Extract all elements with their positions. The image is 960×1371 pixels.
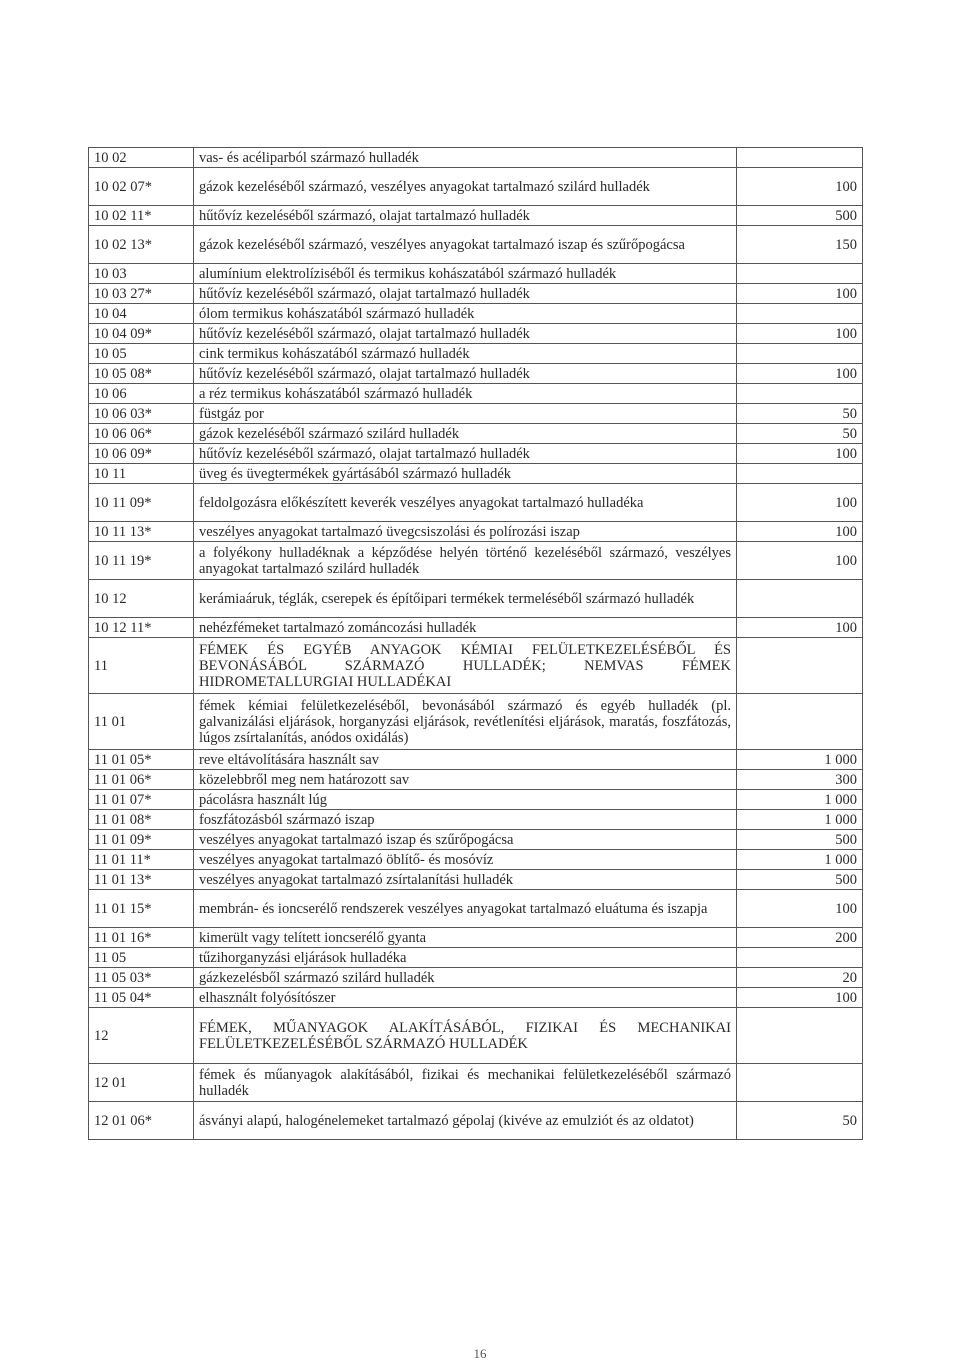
waste-code-cell: 11 01 09*: [89, 830, 194, 850]
waste-description-cell: hűtővíz kezeléséből származó, olajat tartalmazó hulladék: [194, 206, 737, 226]
waste-code-cell: 10 06 06*: [89, 424, 194, 444]
quantity-cell: 100: [737, 284, 863, 304]
table-row: [89, 988, 863, 1008]
table-row: [89, 444, 863, 464]
table-row: [89, 638, 863, 694]
table-row: [89, 770, 863, 790]
quantity-cell: 100: [737, 618, 863, 638]
table-row: [89, 870, 863, 890]
table-row: [89, 890, 863, 928]
waste-code-cell: 10 06 09*: [89, 444, 194, 464]
quantity-cell: 500: [737, 206, 863, 226]
waste-code-cell: 11 01 16*: [89, 928, 194, 948]
quantity-cell: [737, 694, 863, 750]
waste-code-cell: 10 02 11*: [89, 206, 194, 226]
waste-description-cell: gázok kezeléséből származó, veszélyes anyagokat tartalmazó iszap és szűrőpogácsa: [194, 226, 737, 264]
waste-code-cell: 10 02 07*: [89, 168, 194, 206]
waste-code-cell: 10 11 19*: [89, 542, 194, 580]
waste-description-cell: FÉMEK, MŰANYAGOK ALAKÍTÁSÁBÓL, FIZIKAI ÉS MECHANIKAI FELÜLETKEZELÉSÉBŐL SZÁRMAZÓ HULLADÉK: [194, 1008, 737, 1064]
waste-code-cell: 10 02: [89, 148, 194, 168]
waste-description-cell: gázok kezeléséből származó, veszélyes anyagokat tartalmazó szilárd hulladék: [194, 168, 737, 206]
quantity-cell: 100: [737, 168, 863, 206]
quantity-cell: 100: [737, 324, 863, 344]
waste-description-cell: kerámiaáruk, téglák, cserepek és építőipari termékek termeléséből származó hulladék: [194, 580, 737, 618]
waste-code-cell: 11 01 05*: [89, 750, 194, 770]
waste-description-cell: közelebbről meg nem határozott sav: [194, 770, 737, 790]
waste-description-cell: pácolásra használt lúg: [194, 790, 737, 810]
waste-code-cell: 10 02 13*: [89, 226, 194, 264]
table-row: [89, 464, 863, 484]
quantity-cell: 100: [737, 484, 863, 522]
waste-code-cell: 10 11 09*: [89, 484, 194, 522]
waste-code-cell: 11 05: [89, 948, 194, 968]
quantity-cell: 100: [737, 890, 863, 928]
waste-description-cell: veszélyes anyagokat tartalmazó üvegcsiszolási és polírozási iszap: [194, 522, 737, 542]
quantity-cell: 1 000: [737, 850, 863, 870]
waste-code-cell: 12 01 06*: [89, 1102, 194, 1140]
table-row: [89, 580, 863, 618]
table-row: [89, 1008, 863, 1064]
waste-description-cell: üveg és üvegtermékek gyártásából származó hulladék: [194, 464, 737, 484]
waste-description-cell: veszélyes anyagokat tartalmazó iszap és szűrőpogácsa: [194, 830, 737, 850]
quantity-cell: 50: [737, 1102, 863, 1140]
quantity-cell: 50: [737, 424, 863, 444]
waste-code-cell: 10 04 09*: [89, 324, 194, 344]
waste-description-cell: hűtővíz kezeléséből származó, olajat tartalmazó hulladék: [194, 444, 737, 464]
quantity-cell: 20: [737, 968, 863, 988]
table-row: [89, 424, 863, 444]
table-row: [89, 810, 863, 830]
waste-description-cell: veszélyes anyagokat tartalmazó zsírtalanítási hulladék: [194, 870, 737, 890]
waste-description-cell: FÉMEK ÉS EGYÉB ANYAGOK KÉMIAI FELÜLETKEZELÉSÉBŐL ÉS BEVONÁSÁBÓL SZÁRMAZÓ HULLADÉK; NEMVAS FÉMEK HIDROMETALLURGIAI HULLADÉKAI: [194, 638, 737, 694]
waste-description-cell: membrán- és ioncserélő rendszerek veszélyes anyagokat tartalmazó eluátuma és iszapja: [194, 890, 737, 928]
table-row: [89, 484, 863, 522]
table-row: [89, 1064, 863, 1102]
waste-description-cell: foszfátozásból származó iszap: [194, 810, 737, 830]
table-row: [89, 542, 863, 580]
waste-code-cell: 11 01 07*: [89, 790, 194, 810]
table-row: [89, 304, 863, 324]
quantity-cell: 150: [737, 226, 863, 264]
quantity-cell: 500: [737, 870, 863, 890]
quantity-cell: 50: [737, 404, 863, 424]
waste-code-cell: 10 03 27*: [89, 284, 194, 304]
waste-description-cell: fémek kémiai felületkezeléséből, bevonásából származó és egyéb hulladék (pl. galvanizálási eljárások, horganyzási eljárások, revétlenítési eljárások, maratás, foszfátozás, lúgos zsírtalanítás, anódos oxidálás): [194, 694, 737, 750]
table-row: [89, 850, 863, 870]
quantity-cell: 1 000: [737, 810, 863, 830]
quantity-cell: [737, 148, 863, 168]
waste-code-cell: 10 11 13*: [89, 522, 194, 542]
waste-code-cell: 11 05 03*: [89, 968, 194, 988]
table-row: [89, 384, 863, 404]
table-row: [89, 948, 863, 968]
waste-code-cell: 11 01 06*: [89, 770, 194, 790]
quantity-cell: 100: [737, 542, 863, 580]
waste-code-cell: 11 01 15*: [89, 890, 194, 928]
waste-code-table: [88, 147, 863, 1140]
waste-description-cell: elhasznált folyósítószer: [194, 988, 737, 1008]
table-row: [89, 694, 863, 750]
waste-description-cell: tűzihorganyzási eljárások hulladéka: [194, 948, 737, 968]
table-row: [89, 364, 863, 384]
table-row: [89, 790, 863, 810]
table-row: [89, 1102, 863, 1140]
quantity-cell: [737, 1064, 863, 1102]
table-row: [89, 750, 863, 770]
waste-code-cell: 11 01 11*: [89, 850, 194, 870]
page-number: 16: [473, 1346, 487, 1361]
quantity-cell: 200: [737, 928, 863, 948]
quantity-cell: 500: [737, 830, 863, 850]
waste-code-cell: 11 01: [89, 694, 194, 750]
waste-description-cell: gázok kezeléséből származó szilárd hulladék: [194, 424, 737, 444]
waste-description-cell: nehézfémeket tartalmazó zománcozási hulladék: [194, 618, 737, 638]
quantity-cell: 1 000: [737, 750, 863, 770]
waste-description-cell: fémek és műanyagok alakításából, fizikai és mechanikai felületkezeléséből származó hulladék: [194, 1064, 737, 1102]
quantity-cell: [737, 580, 863, 618]
waste-code-cell: 10 03: [89, 264, 194, 284]
waste-code-cell: 11 01 13*: [89, 870, 194, 890]
waste-table-body: [89, 148, 863, 1140]
quantity-cell: 100: [737, 364, 863, 384]
waste-code-cell: 11 05 04*: [89, 988, 194, 1008]
waste-code-cell: 11 01 08*: [89, 810, 194, 830]
table-row: [89, 168, 863, 206]
waste-description-cell: hűtővíz kezeléséből származó, olajat tartalmazó hulladék: [194, 284, 737, 304]
quantity-cell: [737, 264, 863, 284]
waste-code-cell: 10 12: [89, 580, 194, 618]
table-row: [89, 522, 863, 542]
waste-description-cell: reve eltávolítására használt sav: [194, 750, 737, 770]
quantity-cell: 100: [737, 522, 863, 542]
quantity-cell: 100: [737, 988, 863, 1008]
waste-description-cell: kimerült vagy telített ioncserélő gyanta: [194, 928, 737, 948]
waste-description-cell: gázkezelésből származó szilárd hulladék: [194, 968, 737, 988]
table-row: [89, 148, 863, 168]
table-row: [89, 324, 863, 344]
waste-description-cell: feldolgozásra előkészített keverék veszélyes anyagokat tartalmazó hulladéka: [194, 484, 737, 522]
waste-code-cell: 12 01: [89, 1064, 194, 1102]
table-row: [89, 344, 863, 364]
waste-description-cell: füstgáz por: [194, 404, 737, 424]
waste-code-cell: 11: [89, 638, 194, 694]
waste-code-cell: 10 12 11*: [89, 618, 194, 638]
table-row: [89, 226, 863, 264]
table-row: [89, 618, 863, 638]
waste-description-cell: a folyékony hulladéknak a képződése helyén történő kezeléséből származó, veszélyes anyagokat tartalmazó szilárd hulladék: [194, 542, 737, 580]
waste-code-cell: 10 11: [89, 464, 194, 484]
waste-code-cell: 10 05: [89, 344, 194, 364]
table-row: [89, 206, 863, 226]
waste-description-cell: vas- és acéliparból származó hulladék: [194, 148, 737, 168]
table-row: [89, 404, 863, 424]
waste-code-cell: 12: [89, 1008, 194, 1064]
waste-code-cell: 10 04: [89, 304, 194, 324]
quantity-cell: [737, 464, 863, 484]
waste-code-cell: 10 06: [89, 384, 194, 404]
waste-description-cell: alumínium elektrolíziséből és termikus kohászatából származó hulladék: [194, 264, 737, 284]
waste-code-cell: 10 06 03*: [89, 404, 194, 424]
waste-description-cell: hűtővíz kezeléséből származó, olajat tartalmazó hulladék: [194, 324, 737, 344]
waste-code-cell: 10 05 08*: [89, 364, 194, 384]
quantity-cell: [737, 384, 863, 404]
table-row: [89, 830, 863, 850]
quantity-cell: 100: [737, 444, 863, 464]
waste-description-cell: cink termikus kohászatából származó hulladék: [194, 344, 737, 364]
quantity-cell: [737, 638, 863, 694]
table-row: [89, 968, 863, 988]
waste-description-cell: ásványi alapú, halogénelemeket tartalmazó gépolaj (kivéve az emulziót és az oldatot): [194, 1102, 737, 1140]
quantity-cell: [737, 304, 863, 324]
table-row: [89, 264, 863, 284]
quantity-cell: [737, 948, 863, 968]
quantity-cell: [737, 344, 863, 364]
waste-description-cell: hűtővíz kezeléséből származó, olajat tartalmazó hulladék: [194, 364, 737, 384]
waste-description-cell: a réz termikus kohászatából származó hulladék: [194, 384, 737, 404]
quantity-cell: [737, 1008, 863, 1064]
waste-description-cell: ólom termikus kohászatából származó hulladék: [194, 304, 737, 324]
table-row: [89, 928, 863, 948]
quantity-cell: 300: [737, 770, 863, 790]
waste-description-cell: veszélyes anyagokat tartalmazó öblítő- és mosóvíz: [194, 850, 737, 870]
quantity-cell: 1 000: [737, 790, 863, 810]
table-row: [89, 284, 863, 304]
